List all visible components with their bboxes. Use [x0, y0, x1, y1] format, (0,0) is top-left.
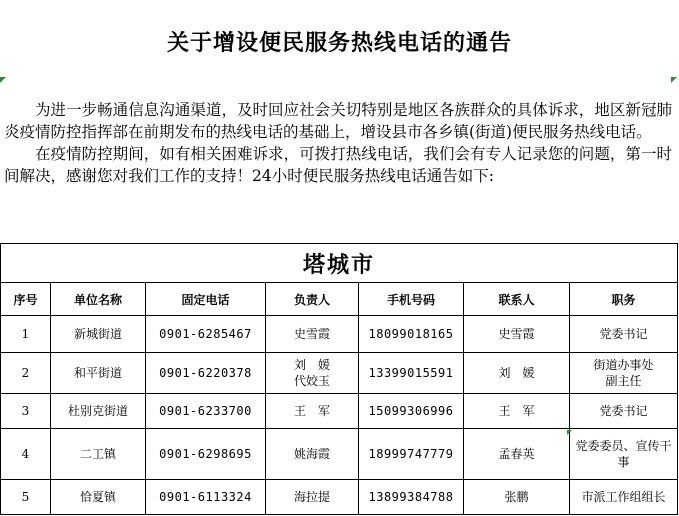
cell-contact: 王 军 — [464, 394, 570, 429]
cell-contact: 张鹏 — [464, 480, 570, 515]
cell-unit: 恰夏镇 — [51, 480, 146, 515]
cell-contact: 史雪霞 — [464, 316, 570, 353]
table-header-row — [1, 283, 678, 316]
paragraph: 为进一步畅通信息沟通渠道，及时回应社会关切特别是地区各族群众的具体诉求，地区新冠肺炎疫情防控指挥部在前期发布的热线电话的基础上，增设县市各乡镇(街道)便民服务热线电话。 — [4, 101, 672, 141]
header-unit: 单位名称 — [51, 283, 146, 316]
cell-mobile: 18999747779 — [359, 429, 464, 480]
table-row — [1, 353, 678, 394]
cell-no: 3 — [1, 394, 51, 429]
cell-contact: 刘 媛 — [464, 353, 570, 394]
cell-contact: 孟春英 — [464, 429, 570, 480]
cell-landline: 0901-6113324 — [146, 480, 266, 515]
cell-no: 5 — [1, 480, 51, 515]
cell-no: 1 — [1, 316, 51, 353]
cell-position: 街道办事处 副主任 — [570, 353, 678, 394]
paragraph: 在疫情防控期间，如有相关困难诉求，可拨打热线电话，我们会有专人记录您的问题，第一时间解决，感谢您对我们工作的支持！24小时便民服务热线电话通告如下: — [4, 145, 672, 185]
header-contact: 联系人 — [464, 283, 570, 316]
cell-unit: 杜别克街道 — [51, 394, 146, 429]
cell-unit: 新城街道 — [51, 316, 146, 353]
notice-body — [4, 99, 672, 187]
cell-no: 2 — [1, 353, 51, 394]
cell-position: 市派工作组组长 — [570, 480, 678, 515]
cell-mobile: 13399015591 — [359, 353, 464, 394]
header-landline: 固定电话 — [146, 283, 266, 316]
cell-comment-marker — [567, 430, 572, 435]
header-position: 职务 — [570, 283, 678, 316]
table-row — [1, 316, 678, 353]
cell-mobile: 13899384788 — [359, 480, 464, 515]
cell-leader: 王 军 — [266, 394, 359, 429]
cell-mobile: 15099306996 — [359, 394, 464, 429]
table-row — [1, 429, 678, 480]
cell-leader: 海拉提 — [266, 480, 359, 515]
cell-landline: 0901-6285467 — [146, 316, 266, 353]
cell-position: 党委书记 — [570, 316, 678, 353]
cell-leader: 史雪霞 — [266, 316, 359, 353]
cell-landline: 0901-6298695 — [146, 429, 266, 480]
city-name: 塔城市 — [1, 244, 678, 283]
cell-landline: 0901-6220378 — [146, 353, 266, 394]
cell-unit: 二工镇 — [51, 429, 146, 480]
table-row — [1, 480, 678, 515]
cell-unit: 和平街道 — [51, 353, 146, 394]
header-no: 序号 — [1, 283, 51, 316]
cell-leader: 姚海霞 — [266, 429, 359, 480]
cell-position: 党委书记 — [570, 394, 678, 429]
document-title: 关于增设便民服务热线电话的通告 — [166, 30, 512, 56]
table-row — [1, 394, 678, 429]
cell-no: 4 — [1, 429, 51, 480]
cell-leader: 刘 媛 代姣玉 — [266, 353, 359, 394]
hotline-table — [0, 243, 678, 515]
cell-comment-marker — [0, 77, 6, 83]
cell-position: 党委委员、宣传干事 — [570, 429, 678, 480]
header-leader: 负责人 — [266, 283, 359, 316]
cell-comment-marker — [671, 77, 677, 83]
cell-landline: 0901-6233700 — [146, 394, 266, 429]
header-mobile: 手机号码 — [359, 283, 464, 316]
cell-mobile: 18099018165 — [359, 316, 464, 353]
